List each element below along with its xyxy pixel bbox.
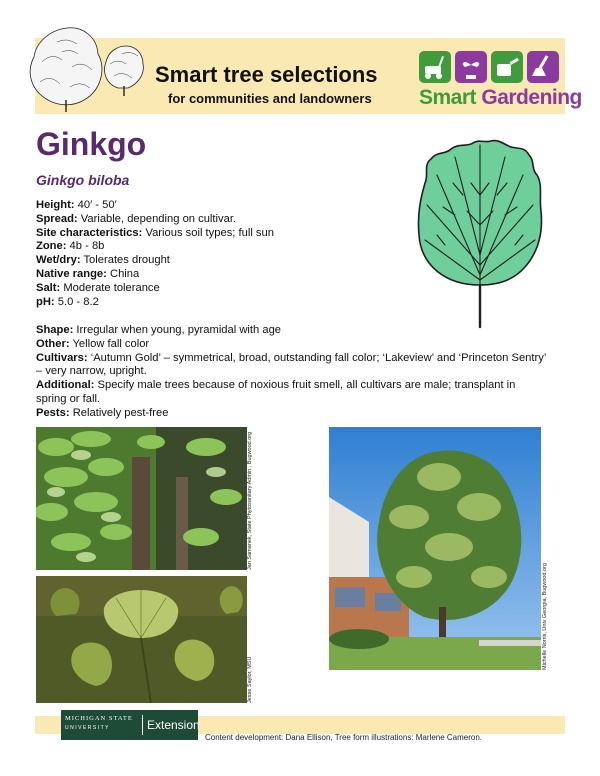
msu-name: MICHIGAN STATE: [65, 715, 133, 722]
msu-extension-logo: [61, 710, 198, 740]
property-site: Site characteristics: Various soil types; full sun: [36, 226, 274, 239]
property-salt: Salt: Moderate tolerance: [36, 281, 160, 294]
photo-ginkgo-branches: [36, 427, 247, 570]
tree-illustration-icon: [22, 22, 147, 114]
smart-gardening-tool-icons: [418, 50, 560, 84]
photo-credit-2: Jesse Saylor, MSU: [247, 656, 253, 703]
detail-pests: Pests: Relatively pest-free: [36, 406, 169, 419]
photo-ginkgo-tree: [329, 427, 541, 670]
detail-cultivars: Cultivars: ‘Autumn Gold’ – symmetrical, broad, outstanding fall color; ‘Lakeview’ and ‘Princeton Sentry’ – very narrow, upright.: [36, 351, 546, 378]
msu-university: UNIVERSITY: [65, 725, 111, 731]
msu-divider: [142, 715, 143, 735]
property-native-range: Native range: China: [36, 267, 140, 280]
detail-additional: Additional: Specify male trees because of noxious fruit smell, all cultivars are male; transplant in spring or fall.: [36, 379, 516, 405]
property-wetdry: Wet/dry: Tolerates drought: [36, 254, 170, 267]
detail-shape: Shape: Irregular when young, pyramidal with age: [36, 324, 282, 336]
detail-other: Other: Yellow fall color: [36, 337, 150, 350]
photo-ginkgo-leaf-closeup: [36, 576, 247, 703]
property-height: Height: 40′ - 50′: [36, 199, 117, 211]
footer-credits: Content development: Dana Ellison, Tree form illustrations: Marlene Cameron.: [205, 733, 483, 742]
ginkgo-leaf-icon: [415, 135, 545, 330]
property-ph: pH: 5.0 - 8.2: [36, 295, 99, 308]
photo-credit-3: Michelle Norris, Univ Georgia, Bugwood.org: [542, 563, 548, 670]
msu-extension: Extension: [147, 718, 200, 732]
banner-subtitle: for communities and landowners: [168, 91, 372, 106]
details-list: [36, 324, 546, 421]
page-title: Ginkgo: [36, 126, 147, 162]
banner-title: Smart tree selections: [155, 62, 378, 87]
property-list: [36, 199, 274, 309]
brand-gardening: Gardening: [481, 86, 582, 109]
photo-credit-1: Jan Samanek, State Phytosanitary Admin., Bugwood.org: [247, 431, 253, 570]
property-spread: Spread: Variable, depending on cultivar.: [36, 212, 237, 225]
smart-gardening-logo: [419, 86, 582, 110]
latin-name: Ginkgo biloba: [36, 172, 130, 188]
property-zone: Zone: 4b - 8b: [36, 240, 105, 253]
brand-smart: Smart: [419, 86, 477, 109]
